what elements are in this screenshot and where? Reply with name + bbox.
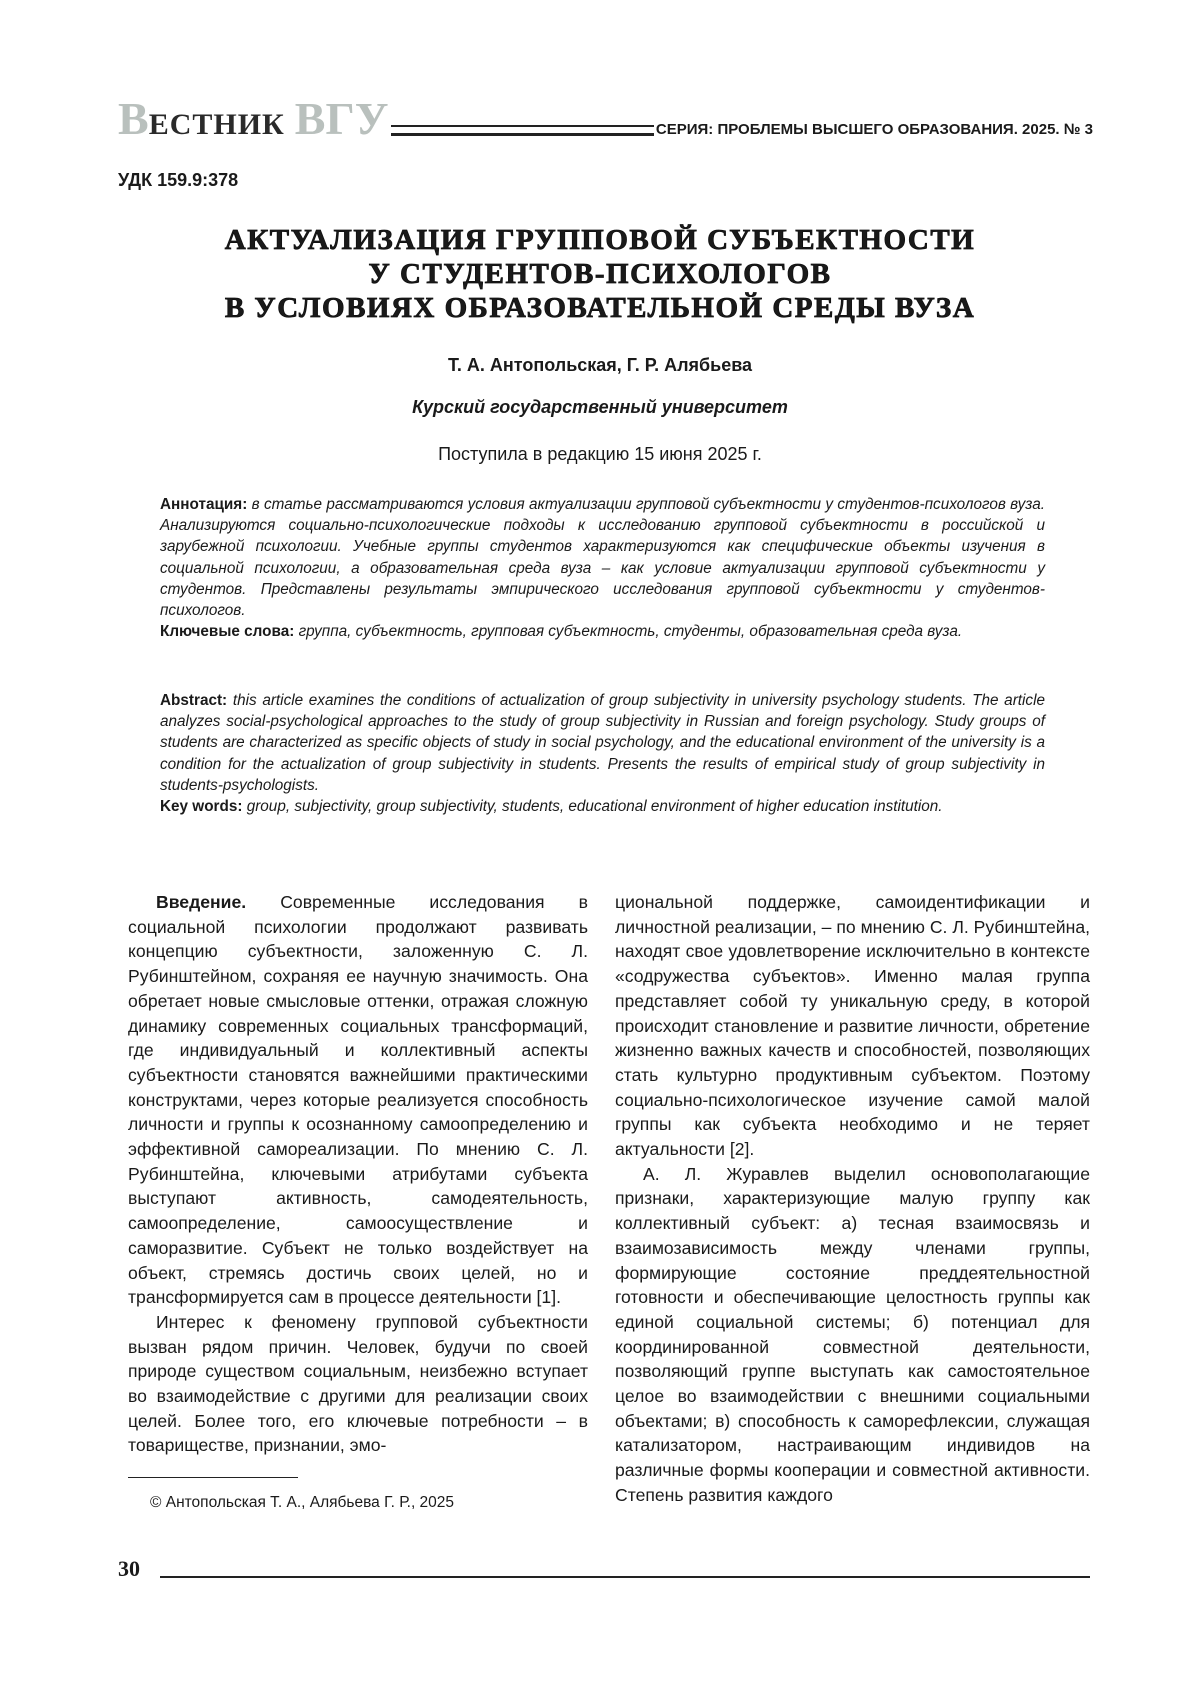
- abstract-text: this article examines the conditions of actualization of group subjectivity in university psychology students. The article analyzes social-psychological approaches to the study of group subjectivity in Russian and foreign psychology. Study groups of students are characterized as specific objects of study in social psychology, and the educational environment of the university is a condition for the actualization of group subjectivity in students. Presents the results of empirical study of group subjectivity in students-psychologists.: [160, 692, 1045, 794]
- keywords-text: группа, субъектность, групповая субъектность, студенты, образовательная среда вуза.: [294, 623, 962, 640]
- logo-vgu: ВГУ: [295, 93, 389, 144]
- intro-label: Введение.: [156, 892, 246, 912]
- footer-rule: [160, 1576, 1090, 1578]
- article-title: [100, 223, 1100, 325]
- paragraph: циональной поддержке, самоидентификации и личностной реализации, – по мнению С. Л. Рубинштейна, находят свое удовлетворение исключительно в контексте «содружества субъектов». Именно малая группа представляет собой ту уникальную среду, в которой происходит становление и развитие личности, обретение жизненно важных качеств и способностей, позволяющих стать культурно продуктивным субъектом. Поэтому социально-психологическое изучение самой малой группы как субъекта необходимо и не теряет актуальности [2].: [615, 890, 1090, 1162]
- paragraph: А. Л. Журавлев выделил основополагающие признаки, характеризующие малую группу как коллективный субъект: а) тесная взаимосвязь и взаимозависимость между членами группы, формирующие состояние преддеятельностной готовности и обеспечивающие целостность группы как единой социальной системы; б) потенциал для координированной совместной деятельности, позволяющий группе выступать как самостоятельное целое во взаимодействии с внешними социальными объектами; в) способность к саморефлексии, служащая катализатором, настраивающим индивидов на различные формы кооперации и совместной активности. Степень развития каждого: [615, 1162, 1090, 1508]
- title-line: У СТУДЕНТОВ-ПСИХОЛОГОВ: [100, 257, 1100, 291]
- paragraph: [128, 890, 588, 1310]
- title-line: В УСЛОВИЯХ ОБРАЗОВАТЕЛЬНОЙ СРЕДЫ ВУЗА: [100, 291, 1100, 325]
- udk-code: УДК 159.9:378: [118, 170, 238, 191]
- page-number: 30: [118, 1556, 140, 1582]
- received-date: Поступила в редакцию 15 июня 2025 г.: [0, 444, 1200, 465]
- copyright-footnote: © Антопольская Т. А., Алябьева Г. Р., 2025: [150, 1494, 454, 1512]
- abstract-russian: [160, 494, 1045, 642]
- paragraph: Интерес к феномену групповой субъектности вызван рядом причин. Человек, будучи по своей природе существом социальным, неизбежно вступает во взаимодействие с другими для реализации своих целей. Более того, его ключевые потребности – в товариществе, признании, эмо-: [128, 1310, 588, 1458]
- footnote-divider: [128, 1477, 298, 1478]
- keywords-label: Ключевые слова:: [160, 623, 294, 640]
- body-column-left: [128, 890, 588, 1458]
- title-line: АКТУАЛИЗАЦИЯ ГРУППОВОЙ СУБЪЕКТНОСТИ: [100, 223, 1100, 257]
- logo-initial: В: [118, 93, 149, 144]
- abstract-label: Abstract:: [160, 692, 227, 709]
- authors: Т. А. Антопольская, Г. Р. Алябьева: [0, 355, 1200, 376]
- abstract-label: Аннотация:: [160, 496, 247, 513]
- journal-header: [118, 100, 1093, 142]
- journal-logo: [118, 96, 389, 142]
- header-rule: [391, 125, 654, 136]
- abstract-english: [160, 690, 1045, 817]
- logo-text: ЕСТНИК: [149, 108, 285, 141]
- affiliation: Курский государственный университет: [0, 397, 1200, 418]
- abstract-text: в статье рассматриваются условия актуализации групповой субъектности у студентов-психологов вуза. Анализируются социально-психологические подходы к исследованию групповой субъектности в российской и зарубежной психологии. Учебные группы студентов характеризуются как специфические объекты изучения в социальной психологии, а образовательная среда вуза – как условие актуализации групповой субъектности у студентов. Представлены результаты эмпирического исследования групповой субъектности у студентов-психологов.: [160, 496, 1045, 619]
- keywords-text: group, subjectivity, group subjectivity, students, educational environment of higher education institution.: [242, 798, 942, 815]
- keywords-label: Key words:: [160, 798, 242, 815]
- paragraph-text: Современные исследования в социальной психологии продолжают развивать концепцию субъектности, заложенную С. Л. Рубинштейном, сохраняя ее научную значимость. Она обретает новые смысловые оттенки, отражая сложную динамику современных социальных трансформаций, где индивидуальный и коллективный аспекты субъектности становятся важнейшими практическими конструктами, через которые реализуется способность личности и группы к осознанному самоопределению и эффективной самореализации. По мнению С. Л. Рубинштейна, ключевыми атрибутами субъекта выступают активность, самодеятельность, самоопределение, самоосуществление и саморазвитие. Субъект не только воздействует на объект, стремясь достичь своих целей, но и трансформируется сам в процессе деятельности [1].: [128, 892, 588, 1307]
- series-info: СЕРИЯ: ПРОБЛЕМЫ ВЫСШЕГО ОБРАЗОВАНИЯ. 2025. № 3: [656, 121, 1093, 138]
- body-column-right: [615, 890, 1090, 1508]
